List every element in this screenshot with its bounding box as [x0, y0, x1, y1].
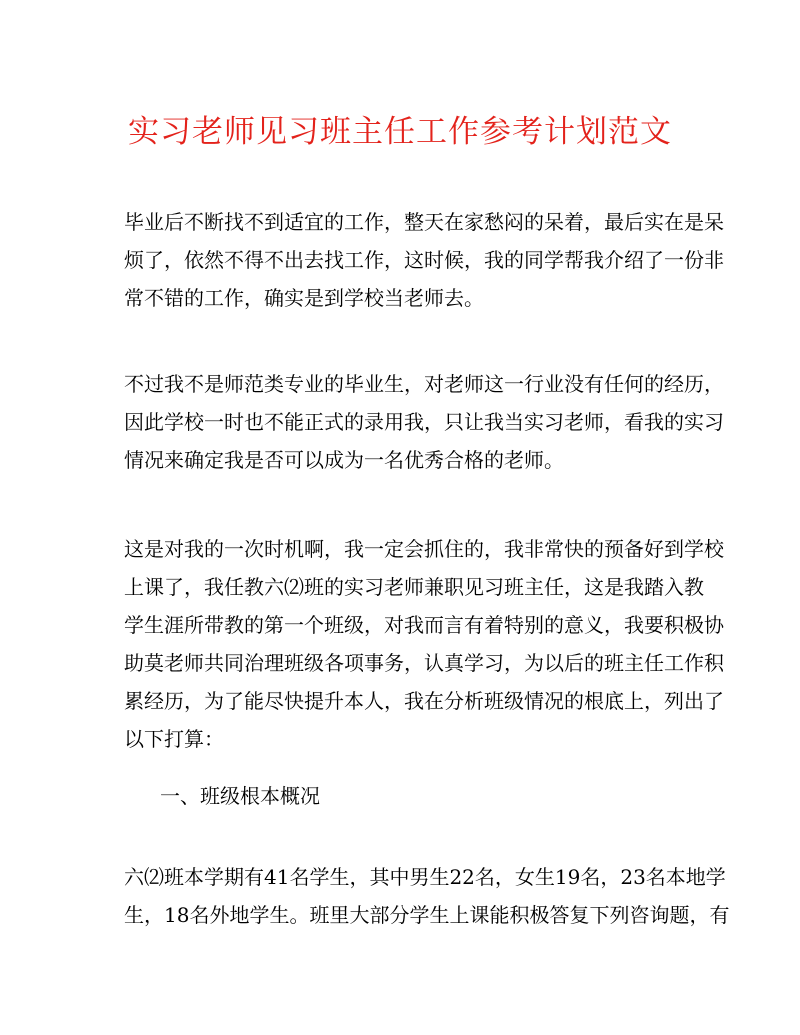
paragraph-1 [124, 203, 724, 317]
paragraph-line: 烦了，依然不得不出去找工作，这时候，我的同学帮我介绍了一份非 [124, 248, 724, 272]
paragraph-line: 累经历，为了能尽快提升本人，我在分析班级情况的根底上，列出了 [124, 689, 724, 713]
paragraph-line: 学生涯所带教的第一个班级，对我而言有着特别的意义，我要积极协 [124, 613, 724, 637]
paragraph-line: 以下打算： [124, 727, 224, 751]
paragraph-3 [124, 530, 724, 758]
paragraph-line: 这是对我的一次时机啊，我一定会抓住的，我非常快的预备好到学校 [124, 537, 724, 561]
document-title: 实习老师见习班主任工作参考计划范文 [128, 114, 672, 150]
paragraph-line: 常不错的工作，确实是到学校当老师去。 [124, 286, 484, 310]
paragraph-line: 毕业后不断找不到适宜的工作，整天在家愁闷的呆着，最后实在是呆 [124, 210, 724, 234]
paragraph-line: 上课了，我任教六⑵班的实习老师兼职见习班主任，这是我踏入教 [124, 575, 704, 599]
paragraph-line: 六⑵班本学期有41名学生，其中男生22名，女生19名，23名本地学 [124, 865, 726, 889]
paragraph-line: 不过我不是师范类专业的毕业生，对老师这一行业没有任何的经历， [124, 372, 724, 396]
section-heading: 一、班级根本概况 [160, 784, 320, 808]
paragraph-line: 因此学校一时也不能正式的录用我，只让我当实习老师，看我的实习 [124, 410, 724, 434]
paragraph-4 [124, 858, 730, 934]
paragraph-line: 助莫老师共同治理班级各项事务，认真学习，为以后的班主任工作积 [124, 651, 724, 675]
paragraph-line: 情况来确定我是否可以成为一名优秀合格的老师。 [124, 448, 564, 472]
paragraph-2 [124, 365, 724, 479]
paragraph-line: 生，18名外地学生。班里大部分学生上课能积极答复下列咨询题，有 [124, 903, 730, 927]
